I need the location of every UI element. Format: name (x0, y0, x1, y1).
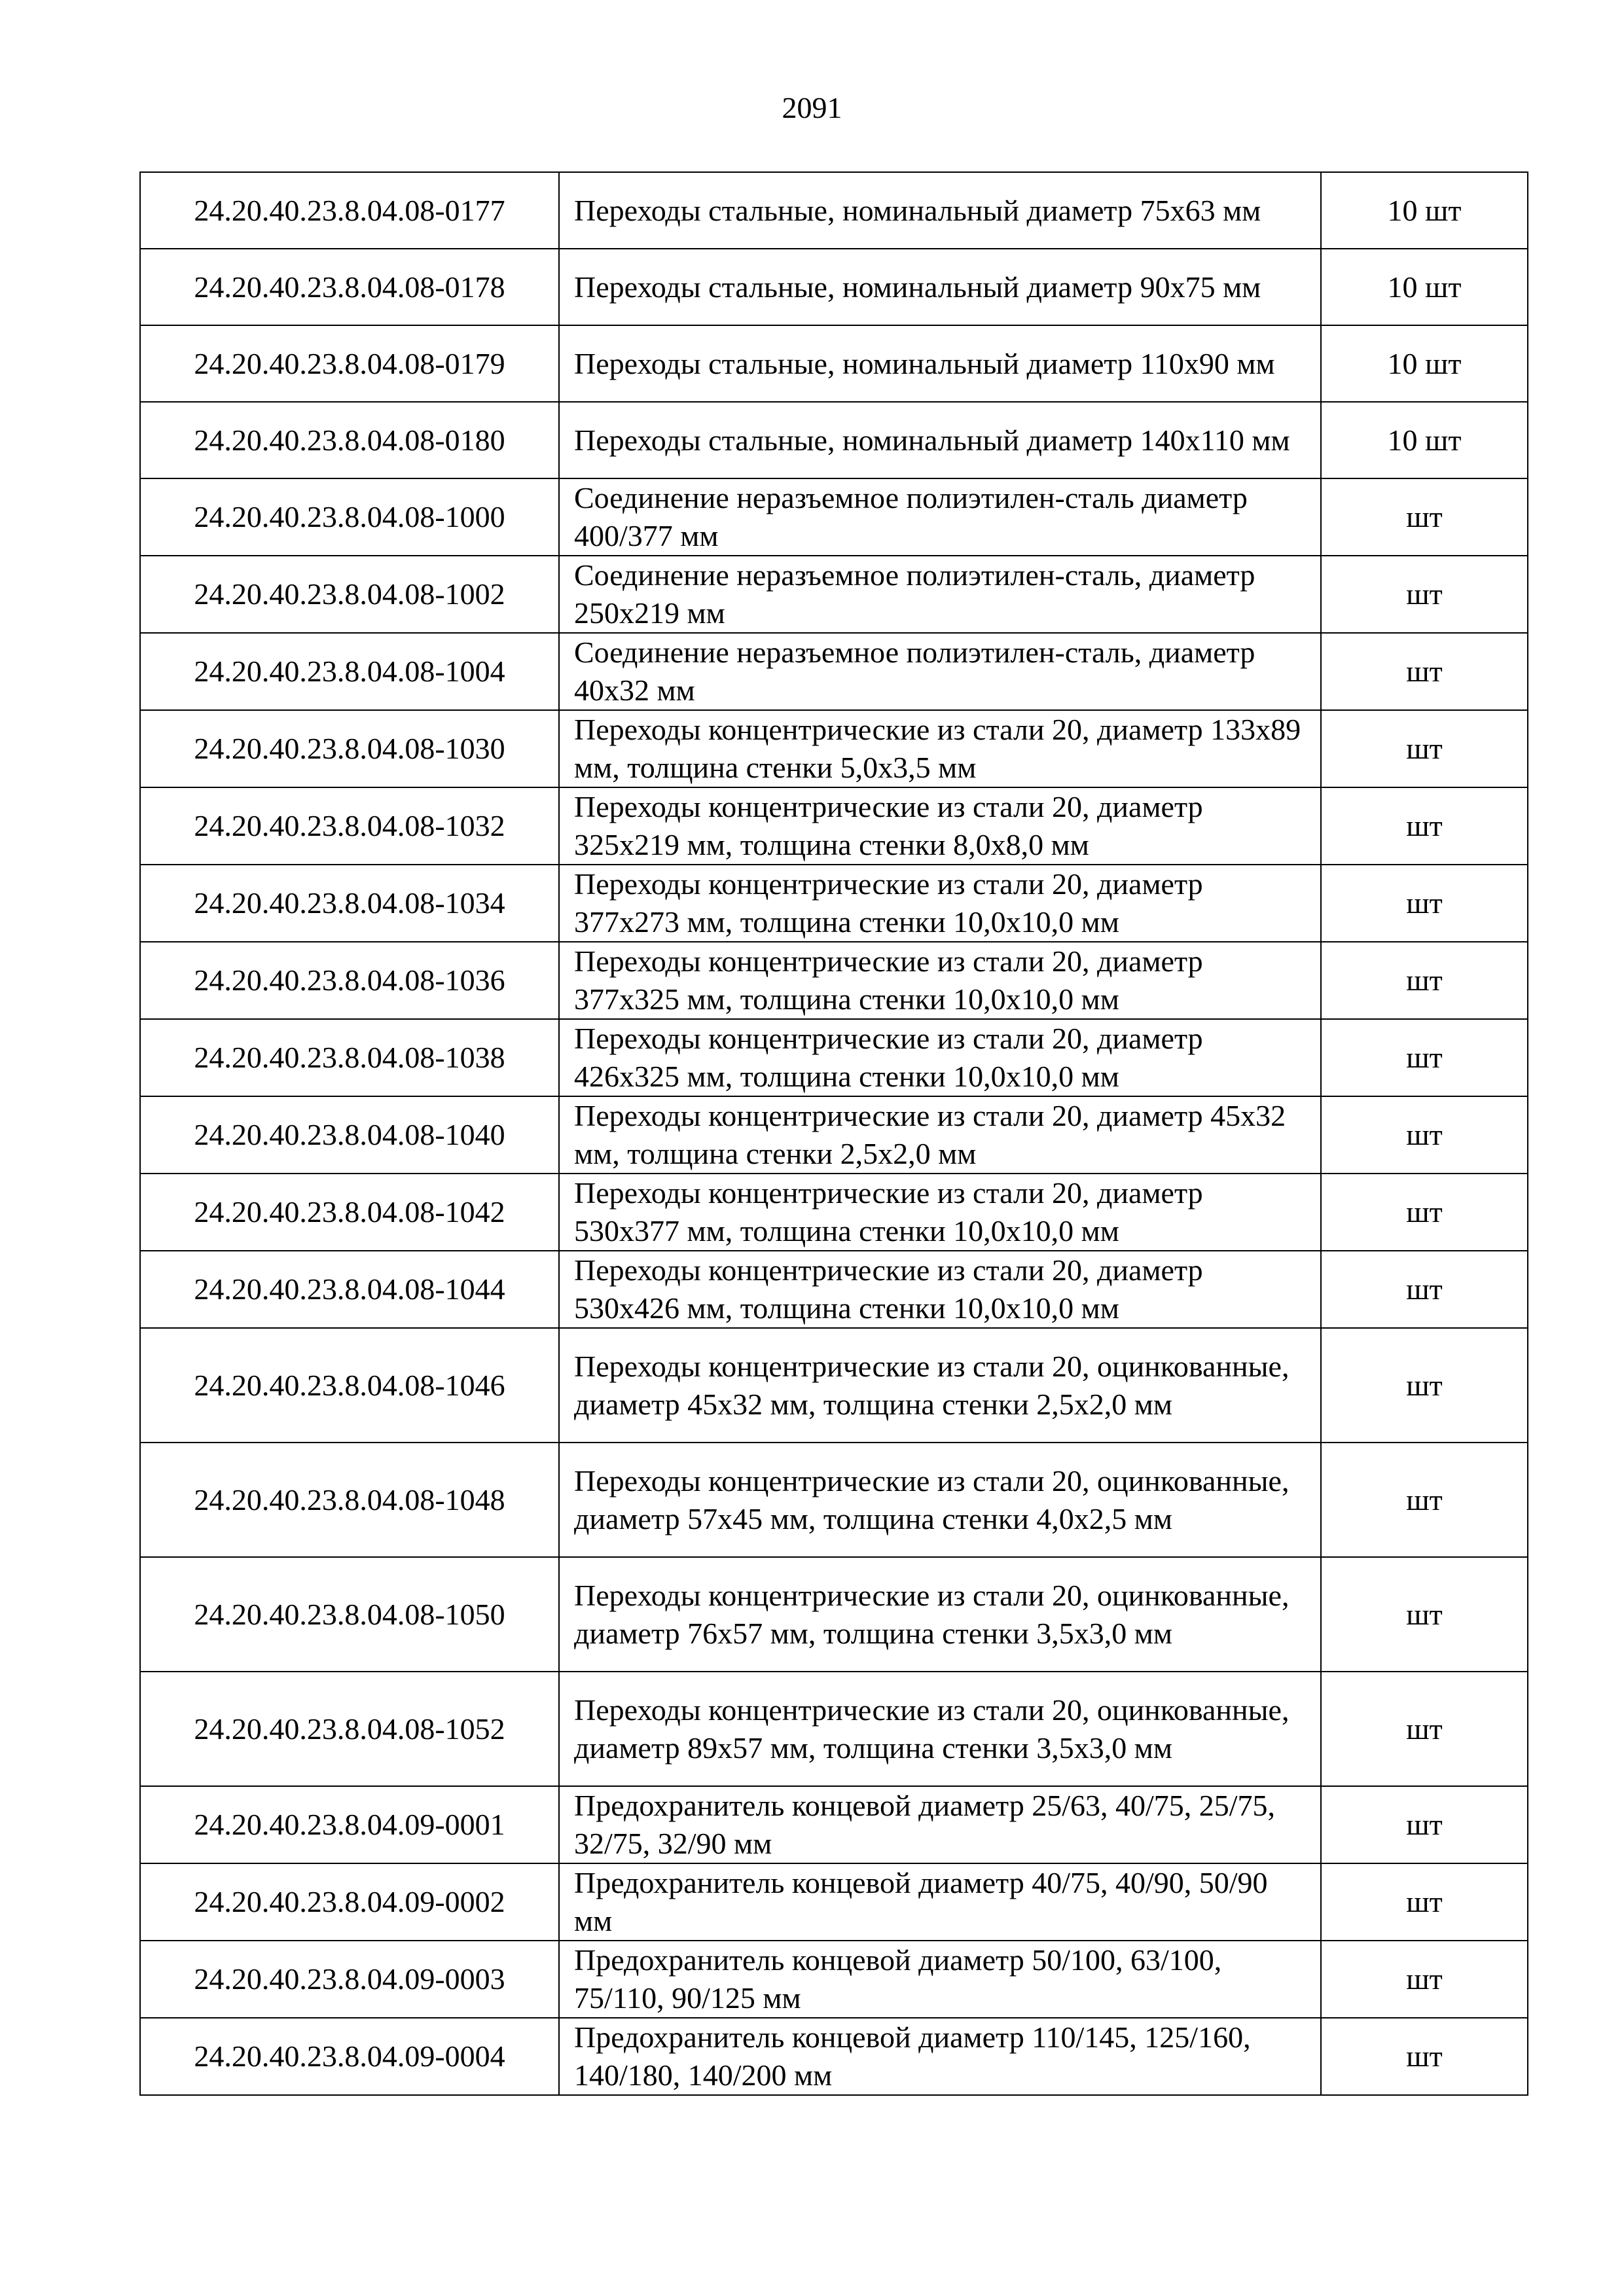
unit-cell: шт (1321, 1019, 1528, 1096)
resource-code-cell: 24.20.40.23.8.04.08-1000 (140, 478, 559, 556)
unit-cell: шт (1321, 942, 1528, 1019)
unit-cell: шт (1321, 1786, 1528, 1863)
unit-cell: шт (1321, 1251, 1528, 1328)
unit-cell: шт (1321, 1941, 1528, 2018)
table-row (140, 865, 1528, 942)
unit-cell: шт (1321, 865, 1528, 942)
resource-name-cell: Предохранитель концевой диаметр 40/75, 40/90, 50/90 мм (559, 1863, 1321, 1941)
unit-cell: шт (1321, 1863, 1528, 1941)
unit-cell: шт (1321, 2018, 1528, 2095)
table-row (140, 1941, 1528, 2018)
resource-name-cell: Переходы концентрические из стали 20, оцинкованные, диаметр 45x32 мм, толщина стенки 2,5x2,0 мм (559, 1328, 1321, 1443)
resource-code-cell: 24.20.40.23.8.04.08-0179 (140, 325, 559, 402)
resource-name-cell: Переходы стальные, номинальный диаметр 75x63 мм (559, 172, 1321, 249)
table-row (140, 1443, 1528, 1557)
table-row (140, 1251, 1528, 1328)
table-row (140, 1557, 1528, 1672)
table-row (140, 633, 1528, 710)
table-row (140, 942, 1528, 1019)
unit-cell: 10 шт (1321, 249, 1528, 325)
resource-name-cell: Переходы концентрические из стали 20, диаметр 377x325 мм, толщина стенки 10,0x10,0 мм (559, 942, 1321, 1019)
resource-code-cell: 24.20.40.23.8.04.08-1004 (140, 633, 559, 710)
table-row (140, 1174, 1528, 1251)
resource-name-cell: Предохранитель концевой диаметр 50/100, 63/100, 75/110, 90/125 мм (559, 1941, 1321, 2018)
resource-code-cell: 24.20.40.23.8.04.08-0178 (140, 249, 559, 325)
resource-name-cell: Переходы концентрические из стали 20, диаметр 325x219 мм, толщина стенки 8,0x8,0 мм (559, 787, 1321, 865)
table-row (140, 478, 1528, 556)
resource-name-cell: Переходы концентрические из стали 20, диаметр 377x273 мм, толщина стенки 10,0x10,0 мм (559, 865, 1321, 942)
table-row (140, 2018, 1528, 2095)
resource-code-cell: 24.20.40.23.8.04.08-1038 (140, 1019, 559, 1096)
table-row (140, 1096, 1528, 1174)
resource-code-cell: 24.20.40.23.8.04.08-1042 (140, 1174, 559, 1251)
table-row (140, 1019, 1528, 1096)
unit-cell: 10 шт (1321, 325, 1528, 402)
unit-cell: 10 шт (1321, 402, 1528, 478)
unit-cell: шт (1321, 1443, 1528, 1557)
table-row (140, 787, 1528, 865)
resource-code-cell: 24.20.40.23.8.04.09-0004 (140, 2018, 559, 2095)
unit-cell: шт (1321, 1557, 1528, 1672)
unit-cell: 10 шт (1321, 172, 1528, 249)
unit-cell: шт (1321, 556, 1528, 633)
unit-cell: шт (1321, 787, 1528, 865)
resource-code-cell: 24.20.40.23.8.04.08-0177 (140, 172, 559, 249)
resource-table-body (140, 172, 1528, 2095)
resource-table (139, 171, 1528, 2096)
table-row (140, 325, 1528, 402)
resource-code-cell: 24.20.40.23.8.04.08-1030 (140, 710, 559, 787)
resource-code-cell: 24.20.40.23.8.04.08-1036 (140, 942, 559, 1019)
resource-code-cell: 24.20.40.23.8.04.08-1034 (140, 865, 559, 942)
unit-cell: шт (1321, 633, 1528, 710)
resource-name-cell: Переходы стальные, номинальный диаметр 90x75 мм (559, 249, 1321, 325)
resource-name-cell: Переходы концентрические из стали 20, диаметр 133x89 мм, толщина стенки 5,0x3,5 мм (559, 710, 1321, 787)
resource-name-cell: Предохранитель концевой диаметр 110/145, 125/160, 140/180, 140/200 мм (559, 2018, 1321, 2095)
resource-name-cell: Переходы концентрические из стали 20, диаметр 530x377 мм, толщина стенки 10,0x10,0 мм (559, 1174, 1321, 1251)
table-row (140, 1328, 1528, 1443)
resource-code-cell: 24.20.40.23.8.04.08-1044 (140, 1251, 559, 1328)
resource-name-cell: Соединение неразъемное полиэтилен-сталь, диаметр 250x219 мм (559, 556, 1321, 633)
resource-name-cell: Переходы концентрические из стали 20, оцинкованные, диаметр 76x57 мм, толщина стенки 3,5x3,0 мм (559, 1557, 1321, 1672)
resource-name-cell: Предохранитель концевой диаметр 25/63, 40/75, 25/75, 32/75, 32/90 мм (559, 1786, 1321, 1863)
unit-cell: шт (1321, 478, 1528, 556)
table-row (140, 172, 1528, 249)
resource-code-cell: 24.20.40.23.8.04.09-0002 (140, 1863, 559, 1941)
resource-name-cell: Соединение неразъемное полиэтилен-сталь, диаметр 40x32 мм (559, 633, 1321, 710)
table-row (140, 556, 1528, 633)
resource-name-cell: Переходы концентрические из стали 20, оцинкованные, диаметр 57x45 мм, толщина стенки 4,0x2,5 мм (559, 1443, 1321, 1557)
resource-code-cell: 24.20.40.23.8.04.08-1048 (140, 1443, 559, 1557)
table-row (140, 402, 1528, 478)
resource-name-cell: Переходы концентрические из стали 20, диаметр 530x426 мм, толщина стенки 10,0x10,0 мм (559, 1251, 1321, 1328)
table-row (140, 249, 1528, 325)
resource-code-cell: 24.20.40.23.8.04.08-1002 (140, 556, 559, 633)
resource-name-cell: Соединение неразъемное полиэтилен-сталь диаметр 400/377 мм (559, 478, 1321, 556)
resource-name-cell: Переходы концентрические из стали 20, диаметр 45x32 мм, толщина стенки 2,5x2,0 мм (559, 1096, 1321, 1174)
unit-cell: шт (1321, 710, 1528, 787)
resource-code-cell: 24.20.40.23.8.04.08-1052 (140, 1672, 559, 1786)
resource-code-cell: 24.20.40.23.8.04.08-1040 (140, 1096, 559, 1174)
unit-cell: шт (1321, 1672, 1528, 1786)
resource-code-cell: 24.20.40.23.8.04.08-1050 (140, 1557, 559, 1672)
table-row (140, 1786, 1528, 1863)
table-row (140, 710, 1528, 787)
resource-name-cell: Переходы стальные, номинальный диаметр 110x90 мм (559, 325, 1321, 402)
table-row (140, 1672, 1528, 1786)
resource-code-cell: 24.20.40.23.8.04.08-1032 (140, 787, 559, 865)
resource-name-cell: Переходы стальные, номинальный диаметр 140x110 мм (559, 402, 1321, 478)
table-row (140, 1863, 1528, 1941)
unit-cell: шт (1321, 1174, 1528, 1251)
resource-code-cell: 24.20.40.23.8.04.08-0180 (140, 402, 559, 478)
resource-code-cell: 24.20.40.23.8.04.08-1046 (140, 1328, 559, 1443)
unit-cell: шт (1321, 1328, 1528, 1443)
resource-code-cell: 24.20.40.23.8.04.09-0003 (140, 1941, 559, 2018)
page-number: 2091 (782, 91, 842, 124)
resource-name-cell: Переходы концентрические из стали 20, диаметр 426x325 мм, толщина стенки 10,0x10,0 мм (559, 1019, 1321, 1096)
resource-code-cell: 24.20.40.23.8.04.09-0001 (140, 1786, 559, 1863)
resource-name-cell: Переходы концентрические из стали 20, оцинкованные, диаметр 89x57 мм, толщина стенки 3,5x3,0 мм (559, 1672, 1321, 1786)
unit-cell: шт (1321, 1096, 1528, 1174)
